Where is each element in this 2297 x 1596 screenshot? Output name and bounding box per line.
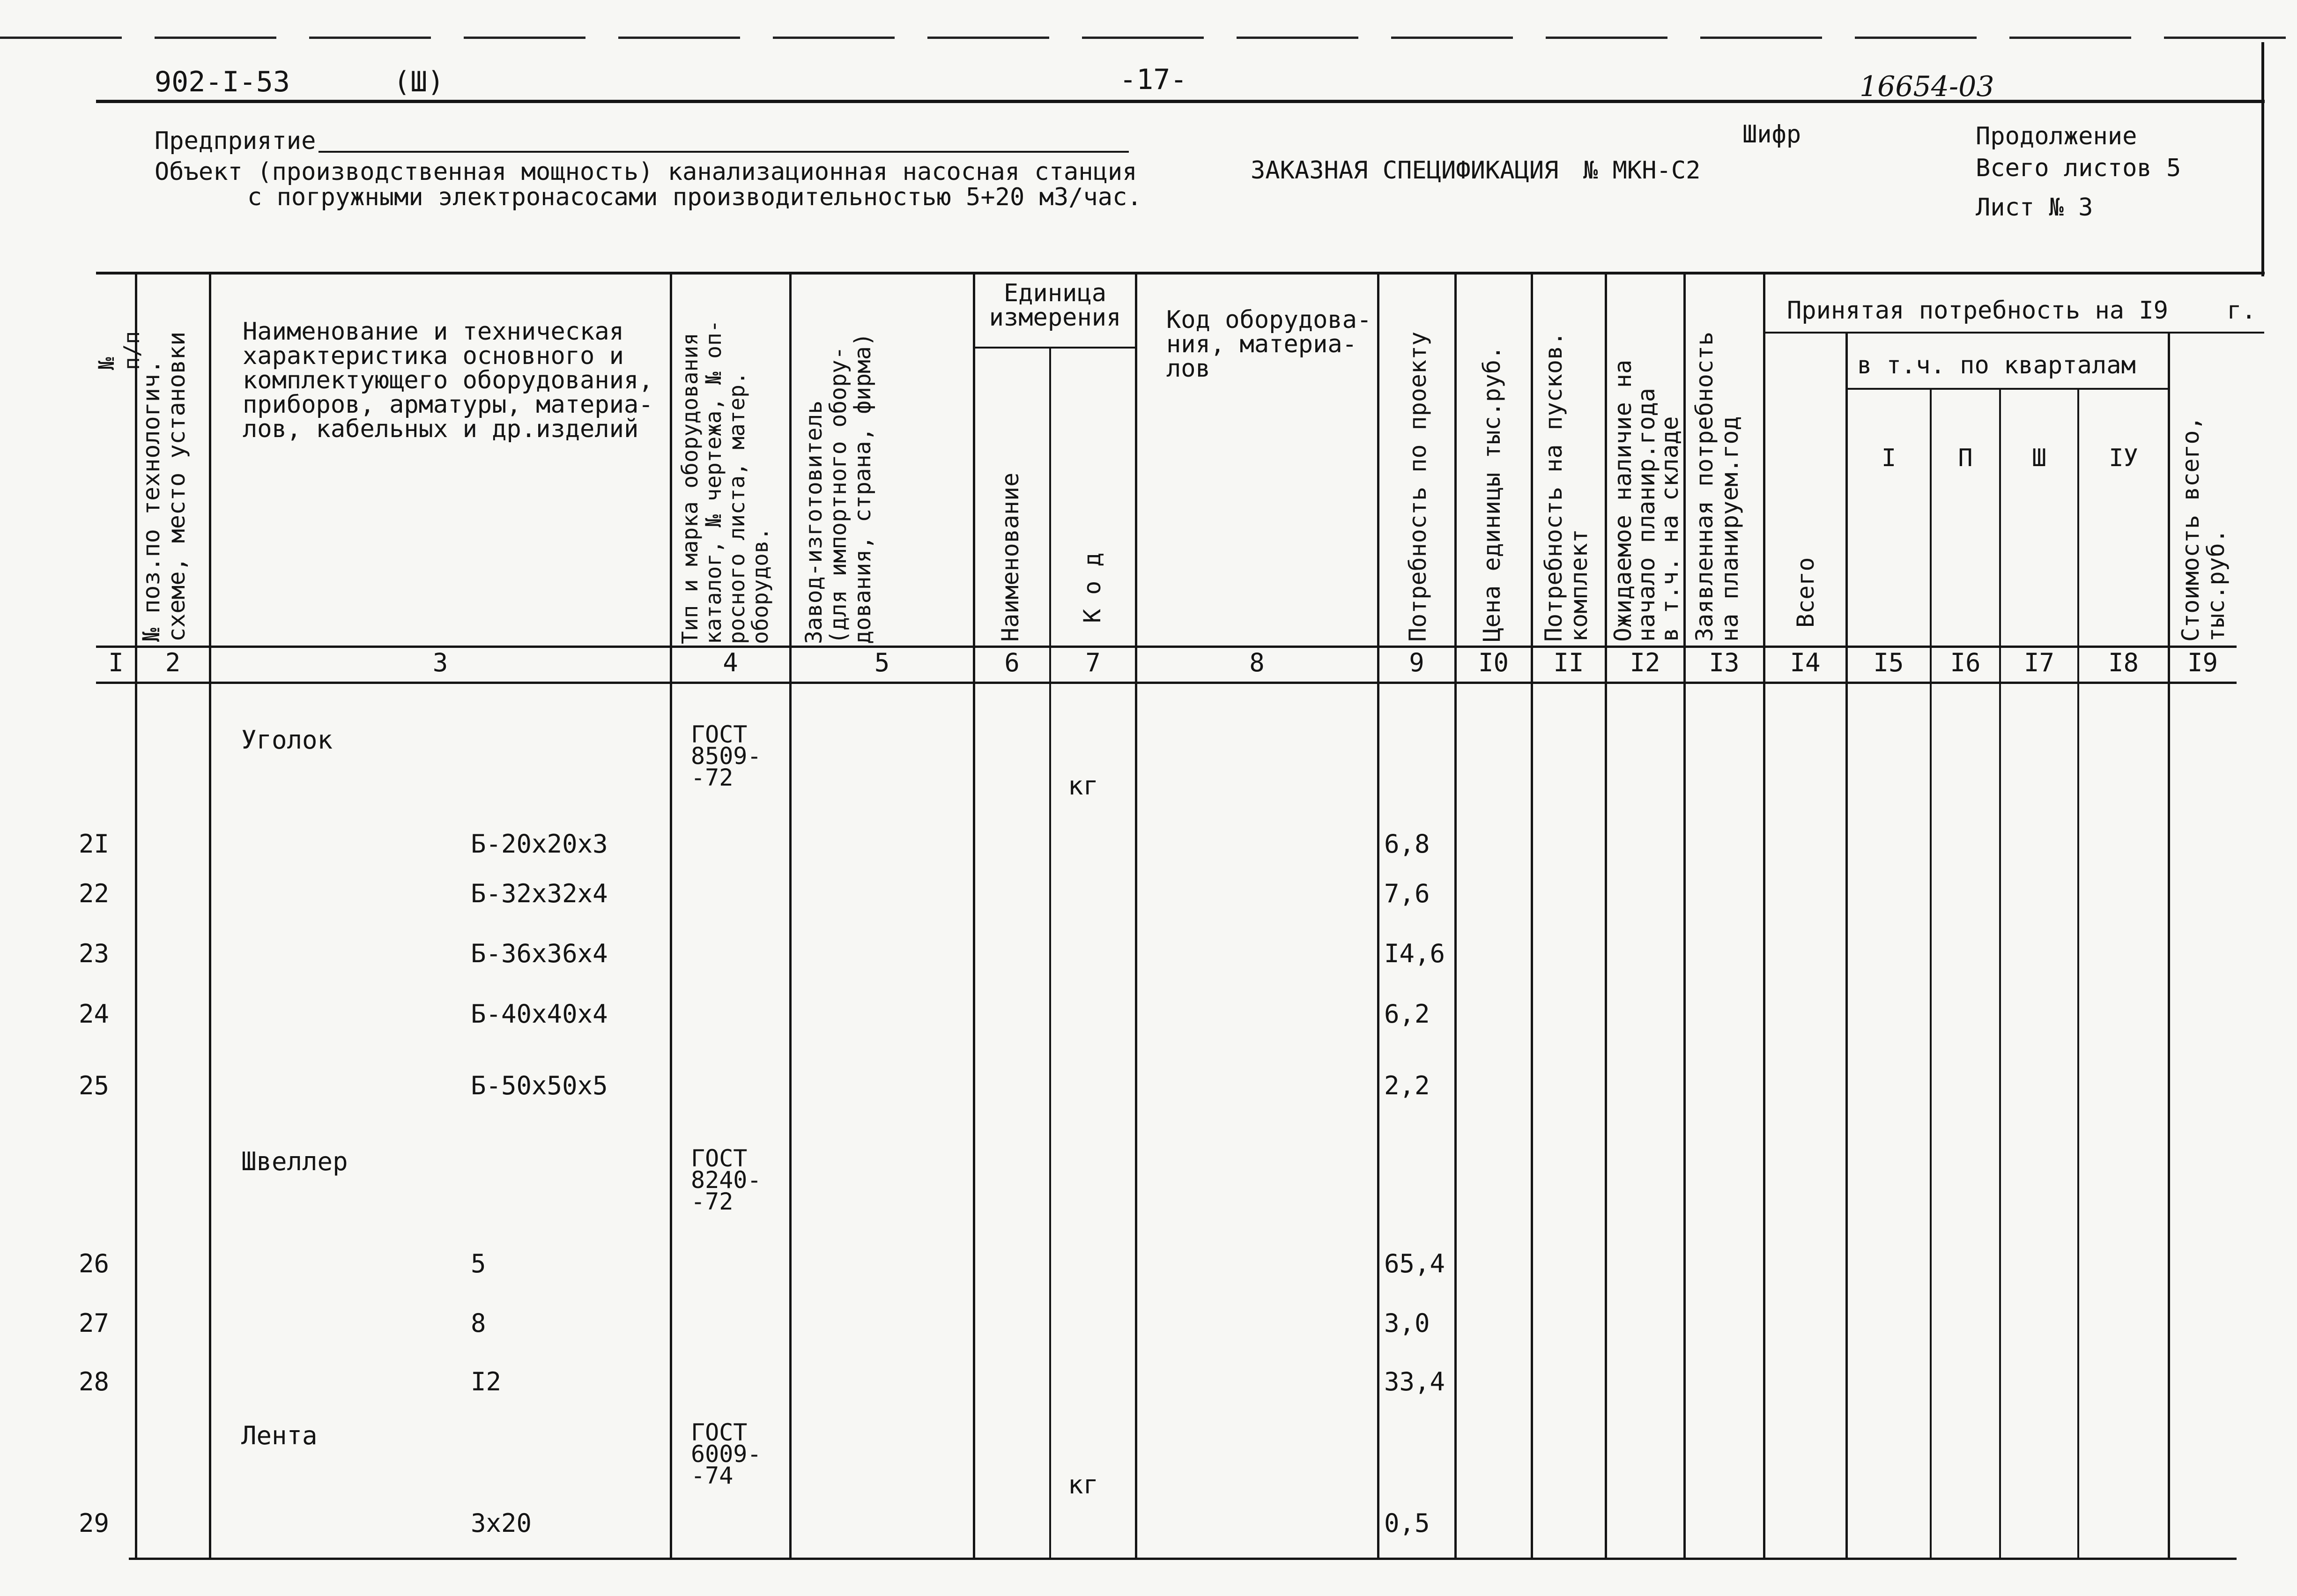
col-divider-7 xyxy=(1135,272,1137,1560)
row-item: 8 xyxy=(471,1308,486,1338)
quarter-1: I xyxy=(1881,444,1897,472)
col-divider-5 xyxy=(973,272,975,1560)
column-number: I7 xyxy=(2023,648,2055,677)
col-divider-15 xyxy=(1930,389,1932,1560)
column-number: 5 xyxy=(874,648,890,677)
row-item: 5 xyxy=(471,1249,486,1278)
object-line-2: с погружными электронасосами производительностью 5+20 м3/час. xyxy=(247,183,1142,211)
col-head-14: Всего xyxy=(1792,557,1819,628)
col-head-4: Тип и марка оборудования каталог, № чертежа, № оп- росного листа, матер. оборудов. xyxy=(677,319,773,644)
row-number: 22 xyxy=(79,879,110,908)
col-divider-6 xyxy=(1049,347,1051,1560)
row-number: 23 xyxy=(79,939,110,968)
row-number: 27 xyxy=(79,1308,110,1338)
row-quantity: I4,6 xyxy=(1384,939,1445,968)
col-head-7: К о д xyxy=(1079,552,1106,623)
quarter-2: П xyxy=(1958,444,1973,472)
row-item: 3х20 xyxy=(471,1508,532,1538)
col-head-3-line-1: Наименование и техническая xyxy=(243,318,624,346)
column-number: 2 xyxy=(165,648,181,677)
column-number: 3 xyxy=(432,648,448,677)
row-quantity: 3,0 xyxy=(1384,1308,1430,1338)
row-quantity: 2,2 xyxy=(1384,1071,1430,1100)
row-item: Б-32х32х4 xyxy=(471,879,608,908)
col-head-9: Потребность по проекту xyxy=(1404,331,1431,642)
accepted-group-rule xyxy=(1763,332,2264,334)
col-divider-4 xyxy=(789,272,792,1560)
col-divider-3 xyxy=(670,272,672,1560)
col-head-1: № п/п xyxy=(94,331,144,370)
col-head-13: Заявленная потребность на планируем.год xyxy=(1691,331,1743,642)
row-item: Б-40х40х4 xyxy=(471,999,608,1029)
table-header-bottom-rule xyxy=(96,646,2237,648)
group-standard: ГОСТ 8240- -72 xyxy=(691,1145,762,1215)
col-head-8-line-3: лов xyxy=(1166,355,1210,383)
unit-group-line-1: Единица xyxy=(1003,279,1107,307)
inventory-number: 16654-03 xyxy=(1860,70,1994,103)
group-name: Швеллер xyxy=(241,1147,348,1176)
col-head-3-line-3: комплектующего оборудования, xyxy=(243,366,653,394)
col-divider-17 xyxy=(2077,389,2079,1560)
row-number: 2I xyxy=(79,829,110,859)
col-head-11: Потребность на пусков. комплект xyxy=(1540,331,1593,642)
row-quantity: 0,5 xyxy=(1384,1508,1430,1538)
col-head-3-line-2: характеристика основного и xyxy=(243,342,624,370)
table-colnum-bottom-rule xyxy=(96,682,2237,684)
col-head-12: Ожидаемое наличие на начало планир.года в т.ч. на складе xyxy=(1609,359,1683,642)
spec-title: ЗАКАЗНАЯ СПЕЦИФИКАЦИЯ xyxy=(1251,156,1559,185)
top-dashed-rule xyxy=(0,37,2297,39)
accepted-group-label: Принятая потребность на I9 г. xyxy=(1787,297,2256,325)
col-divider-1 xyxy=(135,272,137,1560)
group-unit: кг xyxy=(1068,1470,1099,1499)
column-number: I3 xyxy=(1709,648,1740,677)
column-number: I8 xyxy=(2108,648,2139,677)
col-head-10: Цена единицы тыс.руб. xyxy=(1478,345,1505,642)
sheet-value: 3 xyxy=(2078,193,2093,222)
col-divider-16 xyxy=(1999,389,2001,1560)
row-quantity: 33,4 xyxy=(1384,1367,1445,1396)
spec-number: № МКН-С2 xyxy=(1583,156,1701,185)
group-unit: кг xyxy=(1068,771,1099,801)
row-number: 26 xyxy=(79,1249,110,1278)
column-number: I xyxy=(108,648,124,677)
object-line-1: Объект (производственная мощность) канализационная насосная станция xyxy=(155,158,1137,186)
group-standard: ГОСТ 6009- -74 xyxy=(691,1419,762,1489)
column-number: 9 xyxy=(1409,648,1424,677)
col-head-3-line-4: приборов, арматуры, материа- xyxy=(243,391,653,419)
column-number: I2 xyxy=(1630,648,1660,677)
sheet-label: Лист № 3 xyxy=(1976,193,2093,222)
col-head-19: Стоимость всего, тыс.руб. xyxy=(2177,416,2230,642)
col-divider-10 xyxy=(1531,272,1533,1560)
row-quantity: 6,2 xyxy=(1384,999,1430,1029)
row-quantity: 6,8 xyxy=(1384,829,1430,859)
column-number: 4 xyxy=(723,648,738,677)
col-head-3-line-5: лов, кабельных и др.изделий xyxy=(243,415,639,443)
col-head-8-line-2: ния, материа- xyxy=(1166,330,1357,358)
quarters-group-label: в т.ч. по кварталам xyxy=(1857,351,2136,379)
row-number: 24 xyxy=(79,999,110,1029)
frame-right-rule xyxy=(2261,42,2264,276)
col-head-2: № поз.по технологич. схеме, место установки xyxy=(138,331,190,642)
column-number: 6 xyxy=(1004,648,1020,677)
unit-group-rule xyxy=(973,347,1137,349)
row-quantity: 7,6 xyxy=(1384,879,1430,908)
col-head-8-line-1: Код оборудова- xyxy=(1166,306,1372,334)
table-bottom-rule xyxy=(129,1558,2237,1560)
col-divider-9 xyxy=(1454,272,1457,1560)
total-sheets-value: 5 xyxy=(2166,154,2181,182)
column-number: II xyxy=(1553,648,1584,677)
column-number: I5 xyxy=(1873,648,1904,677)
col-divider-11 xyxy=(1605,272,1607,1560)
continuation-label: Продолжение xyxy=(1976,122,2137,150)
table-top-rule xyxy=(96,272,2265,275)
total-sheets-label: Всего листов 5 xyxy=(1976,154,2181,182)
column-number: I6 xyxy=(1950,648,1981,677)
col-divider-13 xyxy=(1763,272,1765,1560)
group-standard: ГОСТ 8509- -72 xyxy=(691,721,762,791)
quarter-4: IУ xyxy=(2109,444,2138,472)
row-quantity: 65,4 xyxy=(1384,1249,1445,1278)
column-number: 8 xyxy=(1249,648,1265,677)
enterprise-label: Предприятие xyxy=(155,127,316,155)
col-head-6: Наименование xyxy=(997,472,1024,642)
col-divider-18 xyxy=(2168,333,2170,1560)
enterprise-underline xyxy=(319,151,1129,153)
cipher-label: Шифр xyxy=(1742,120,1801,148)
row-item: I2 xyxy=(471,1367,502,1396)
column-number: I4 xyxy=(1790,648,1821,677)
column-number: I9 xyxy=(2187,648,2218,677)
col-head-5: Завод-изготовитель (для импортного обору- дования, страна, фирма) xyxy=(801,333,876,644)
row-number: 25 xyxy=(79,1071,110,1100)
col-divider-12 xyxy=(1683,272,1686,1560)
volume-marker: (Ш) xyxy=(393,66,445,98)
page-number: -17- xyxy=(1119,63,1187,96)
row-item: Б-36х36х4 xyxy=(471,939,608,968)
quarter-3: Ш xyxy=(2031,444,2047,472)
column-number: I0 xyxy=(1478,648,1509,677)
quarters-group-rule xyxy=(1845,388,2170,390)
row-number: 29 xyxy=(79,1508,110,1538)
row-number: 28 xyxy=(79,1367,110,1396)
row-item: Б-50х50х5 xyxy=(471,1071,608,1100)
doc-code: 902-I-53 xyxy=(155,66,290,98)
unit-group-line-2: измерения xyxy=(989,304,1121,332)
col-divider-8 xyxy=(1377,272,1379,1560)
column-number: 7 xyxy=(1085,648,1101,677)
col-divider-14 xyxy=(1845,333,1848,1560)
group-name: Уголок xyxy=(241,725,333,755)
group-name: Лента xyxy=(241,1421,318,1450)
col-divider-2 xyxy=(209,272,211,1560)
row-item: Б-20х20х3 xyxy=(471,829,608,859)
